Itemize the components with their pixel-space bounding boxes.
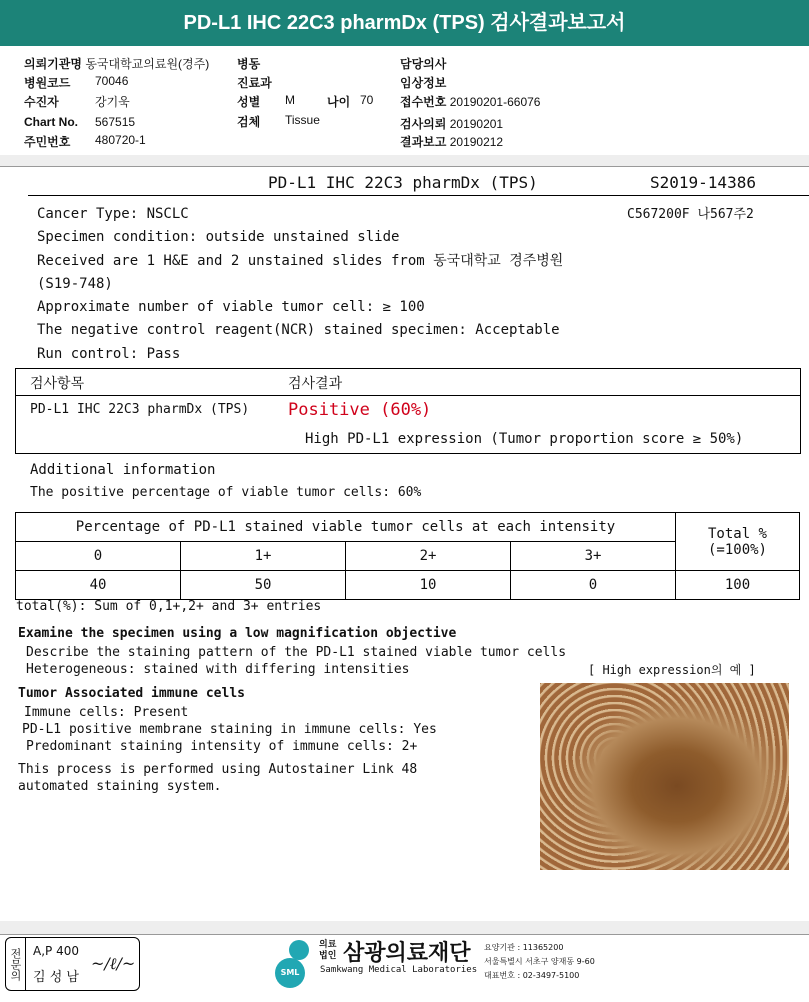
label: 수진자 — [24, 95, 59, 109]
examine-line: Heterogeneous: stained with differing intensities — [26, 662, 410, 677]
micrograph-image — [540, 683, 789, 870]
label: 나이 — [327, 95, 351, 109]
value: 480720-1 — [95, 133, 146, 147]
sml-logo — [275, 940, 311, 988]
value: 20190201-66076 — [449, 95, 541, 109]
col-header: 3+ — [511, 542, 676, 571]
divider — [0, 921, 809, 935]
license: A,P 400 — [33, 944, 79, 958]
label: 의뢰기관명 — [24, 57, 82, 71]
value: 567515 — [95, 115, 136, 129]
photo-caption: [ High expression의 예 ] — [588, 663, 756, 677]
label: 검사의뢰 — [400, 117, 447, 131]
immune-line: Predominant staining intensity of immune cells: 2+ — [26, 739, 418, 754]
line: (S19-748) — [37, 275, 113, 292]
value: M — [285, 93, 295, 107]
line: Specimen condition: outside unstained slide — [37, 229, 400, 246]
value: 70046 — [95, 74, 129, 88]
immune-line: Immune cells: Present — [24, 705, 189, 720]
label: 접수번호 — [400, 95, 447, 109]
total-label: Total % — [707, 525, 767, 542]
org-name: 삼광의료재단 — [343, 941, 471, 966]
org-code: 요양기관 : 11365200 — [484, 943, 564, 952]
header-result: 검사결과 — [288, 376, 343, 392]
value: 동국대학교의료원(경주) — [85, 57, 210, 71]
label: 진료과 — [237, 76, 272, 90]
doctor-name: 김 성 남 — [33, 970, 79, 985]
label: 주민번호 — [24, 135, 71, 149]
org-phone: 대표번호 : 02-3497-5100 — [484, 971, 580, 980]
value: Tissue — [285, 113, 320, 127]
additional-title: Additional information — [30, 462, 216, 478]
line: Approximate number of viable tumor cell: ≥ 100 — [37, 299, 425, 316]
cell: 0 — [511, 571, 676, 600]
process-line: automated staining system. — [18, 779, 222, 794]
org-prefix: 의료법인 — [319, 940, 337, 961]
divider — [0, 155, 809, 167]
label: 성별 — [237, 95, 261, 109]
case-number: S2019-14386 — [650, 173, 756, 192]
cell: 100 — [676, 571, 800, 600]
value: 강기욱 — [95, 95, 130, 109]
process-line: This process is performed using Autostainer Link 48 — [18, 762, 418, 777]
immune-line: PD-L1 positive membrane staining in immune cells: Yes — [22, 722, 437, 737]
label: 검체 — [237, 115, 261, 129]
rule — [28, 195, 809, 196]
table-row — [16, 571, 800, 600]
logo-text: SML — [275, 958, 305, 988]
line: Run control: Pass — [37, 345, 181, 362]
examine-line: Describe the staining pattern of the PD-L1 stained viable tumor cells — [26, 645, 567, 660]
additional-text: The positive percentage of viable tumor cells: 60% — [30, 485, 422, 500]
cell: 40 — [16, 571, 181, 600]
specimen-lines — [37, 203, 563, 366]
cell: 50 — [181, 571, 346, 600]
header-item: 검사항목 — [30, 376, 85, 392]
total-sub: (=100%) — [707, 541, 767, 558]
report-title: PD-L1 IHC 22C3 pharmDx (TPS) 검사결과보고서 — [0, 0, 809, 46]
code: C567200F 나567주2 — [627, 207, 754, 222]
signature: ~/ℓ/~ — [91, 954, 136, 973]
label: 담당의사 — [400, 57, 447, 71]
cell: 10 — [346, 571, 511, 600]
rule — [15, 395, 801, 396]
test-name: PD-L1 IHC 22C3 pharmDx (TPS) — [268, 173, 538, 192]
label: Chart No. — [24, 115, 78, 129]
label: 임상정보 — [400, 76, 447, 90]
col-header: 1+ — [181, 542, 346, 571]
value: 20190201 — [449, 117, 504, 131]
label: 병원코드 — [24, 76, 71, 90]
line: The negative control reagent(NCR) stained specimen: Acceptable — [37, 322, 560, 339]
org-english: Samkwang Medical Laboratories — [320, 965, 478, 975]
role: 전문의 — [6, 938, 26, 990]
line: Received are 1 H&E and 2 unstained slides from 동국대학교 경주병원 — [37, 252, 564, 269]
result-value: Positive (60%) — [288, 400, 432, 420]
col-header: 2+ — [346, 542, 511, 571]
line: Cancer Type: NSCLC — [37, 206, 189, 222]
examine-title: Examine the specimen using a low magnification objective — [18, 626, 457, 641]
immune-title: Tumor Associated immune cells — [18, 686, 245, 701]
result-description: High PD-L1 expression (Tumor proportion score ≥ 50%) — [305, 431, 744, 447]
label: 결과보고 — [400, 135, 447, 149]
table-note: total(%): Sum of 0,1+,2+ and 3+ entries — [16, 599, 322, 614]
value: 70 — [360, 93, 374, 107]
intensity-table — [15, 512, 800, 600]
total-header — [676, 513, 800, 571]
result-item: PD-L1 IHC 22C3 pharmDx (TPS) — [30, 402, 250, 417]
table-title: Percentage of PD-L1 stained viable tumor cells at each intensity — [16, 513, 676, 542]
value: 20190212 — [449, 135, 504, 149]
signature-box — [5, 937, 140, 991]
col-header: 0 — [16, 542, 181, 571]
label: 병동 — [237, 57, 261, 71]
org-address: 서울특별시 서초구 양재동 9-60 — [484, 957, 595, 966]
